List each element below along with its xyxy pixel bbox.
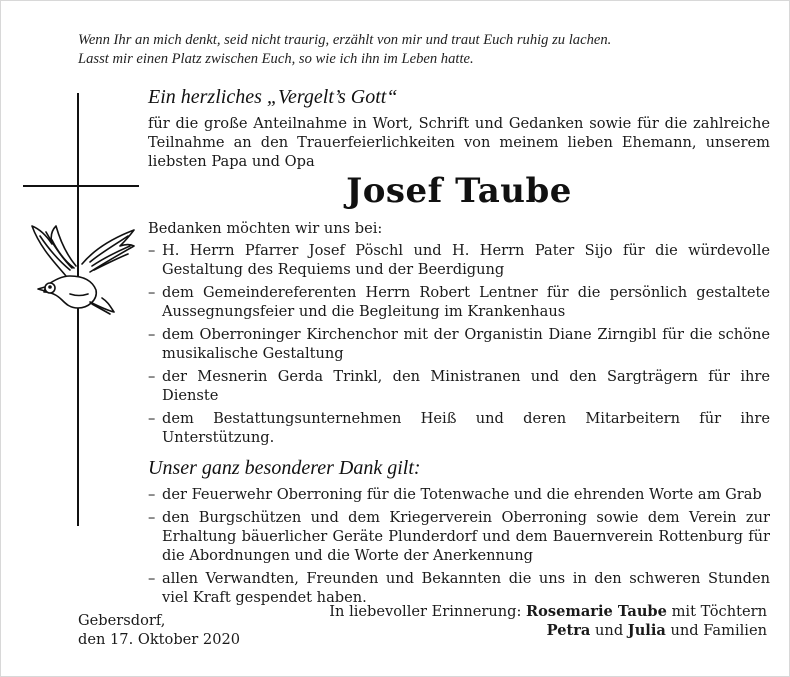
quote-line-1: Wenn Ihr an mich denkt, seid nicht traurig, erzählt von mir und traut Euch ruhig zu lachen. xyxy=(78,32,612,48)
list-item: – der Feuerwehr Oberroning für die Totenwache und die ehrenden Worte am Grab xyxy=(148,485,770,504)
epigraph-quote xyxy=(78,31,778,69)
list-item: – den Burgschützen und dem Kriegerverein Oberroning sowie dem Verein zur Erhaltung bäuerlicher Geräte Plunderdorf und dem Bauernverein Rottenburg für die Abordnungen und die Worte der Anerkennung xyxy=(148,508,770,565)
signature-line-1 xyxy=(300,602,767,621)
obituary-main xyxy=(148,84,770,611)
list-item: – dem Gemeindereferenten Herrn Robert Lentner für die persönlich gestaltete Aussegnungsfeier und die Begleitung im Krankenhaus xyxy=(148,283,770,321)
list-item: – der Mesnerin Gerda Trinkl, den Ministranen und den Sargträgern für ihre Dienste xyxy=(148,367,770,405)
daughter-1-name: Petra xyxy=(546,622,591,639)
families-text: und Familien xyxy=(670,622,767,639)
intro-paragraph: für die große Anteilnahme in Wort, Schrift und Gedanken sowie für die zahlreiche Teilnahme an den Trauerfeierlichkeiten von meinem lieben Ehemann, unserem liebsten Papa und Opa xyxy=(148,115,770,170)
signature-line-2 xyxy=(300,621,767,640)
memory-prefix: In liebevoller Erinnerung: xyxy=(329,603,522,620)
widow-name: Rosemarie Taube xyxy=(526,603,667,620)
special-thanks-heading: Unser ganz besonderer Dank gilt: xyxy=(148,457,421,479)
list-item: – dem Bestattungsunternehmen Heiß und deren Mitarbeitern für ihre Unterstützung. xyxy=(148,409,770,447)
place-date xyxy=(78,611,240,649)
list-item: – H. Herrn Pfarrer Josef Pöschl und H. Herrn Pater Sijo für die würdevolle Gestaltung des Requiems und der Beerdigung xyxy=(148,241,770,279)
list-item: – dem Oberroninger Kirchenchor mit der Organistin Diane Zirngibl für die schöne musikalische Gestaltung xyxy=(148,325,770,363)
thanks-list xyxy=(148,241,770,447)
special-thanks-list xyxy=(148,485,770,607)
quote-line-2: Lasst mir einen Platz zwischen Euch, so wie ich ihn im Leben hatte. xyxy=(78,51,474,67)
dove-icon xyxy=(26,214,138,316)
daughter-2-name: Julia xyxy=(627,622,666,639)
deceased-name: Josef Taube xyxy=(346,171,572,211)
signature-block xyxy=(300,602,767,640)
thanks-intro: Bedanken möchten wir uns bei: xyxy=(148,220,383,237)
cross-horizontal-bar xyxy=(23,185,139,187)
and-word: und xyxy=(595,622,624,639)
thanks-heading: Ein herzliches „Vergelt’s Gott“ xyxy=(148,86,398,108)
date: den 17. Oktober 2020 xyxy=(78,631,241,648)
with-daughters: mit Töchtern xyxy=(671,603,767,620)
place: Gebersdorf, xyxy=(78,612,166,629)
list-item: – allen Verwandten, Freunden und Bekannten die uns in den schweren Stunden viel Kraft gespendet haben. xyxy=(148,569,770,607)
